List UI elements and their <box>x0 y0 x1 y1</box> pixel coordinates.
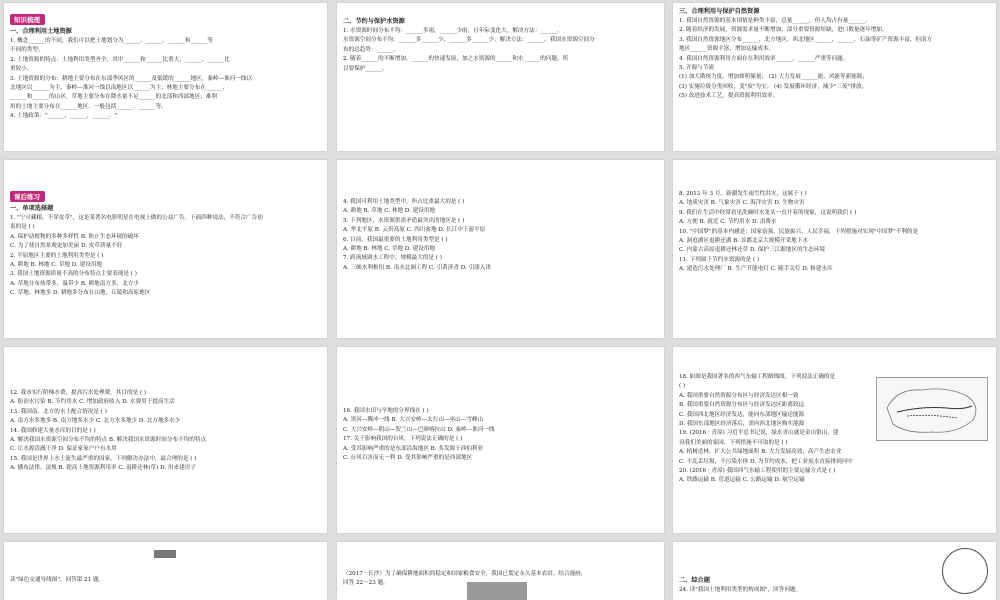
text-line: C. 草地、林地多 D. 耕地多分布在山地，丘陵和高原地区 <box>10 290 151 297</box>
text-line: 1. "宁可藏粮，不穿皮草"，这是某著名电影明星在电视上做的公益广告。下面四种说法，不符合广告初 <box>10 215 263 221</box>
text-line: （2017 · 长沙）为了确保耕地面积的稳定和国家粮食安全，我国已划定永久基本农田。结合漫画， <box>343 571 587 577</box>
text-line: (3) 实施垃圾分类回收，变"废"为宝； (4) 发展循环经济，减少"三废"排放； <box>679 83 868 90</box>
text-line: C. 内蒙古高原退耕还林还草 D. 保护三江源地区的生态环境 <box>679 247 825 254</box>
text-line: D. 我国东部地区经济落后，需向西北地区购买能源 <box>679 421 805 428</box>
text-line: 布的总趋势：______。 <box>343 46 399 53</box>
text-line: 1. 水资源时间分布不均：______多雨，______少雨，且年际变化大。解决方法：______。 <box>343 28 563 34</box>
section-heading: 一、合理利用土地资源 <box>10 28 72 35</box>
text-line: 回答 22～23 题。 <box>343 580 389 587</box>
text-line: 2. 土地资源的特点：土地利用类型齐全，其中______和______比重大，______、______比 <box>10 56 230 63</box>
slide-practice-questions-5[interactable] <box>337 347 664 533</box>
text-line: C. 我国西北地区经济发达，能向东部地区输送能源 <box>679 411 805 418</box>
text-line: 18. 如图是我国著名的西气东输工程路线图，下列说法正确的是 <box>679 374 836 380</box>
text-line: 读"绿色交通导线图"，回答第 21 题。 <box>10 577 105 583</box>
figure-thumbnail <box>154 550 176 558</box>
text-line: 4. 我国可利用土地类型中，所占比重最大的是 ( ) <box>343 199 465 205</box>
text-line: 8. 2013 年 3 月，新疆发生雨雪性洪灾，这属于 ( ) <box>679 191 807 197</box>
text-line: A. 保护动植物的多种多样性 B. 防止生态环境的破坏 <box>10 233 139 240</box>
text-line: 24. 读"我国土地利用类型的构成图"，回答问题。 <box>679 587 802 593</box>
text-line: A. 铁路运输 B. 管道运输 C. 公路运输 D. 航空运输 <box>679 477 805 484</box>
text-line: 4. 我国自然资源利用方面存在利用效率______，______严重等问题。 <box>679 55 849 62</box>
section-heading: 三、合理利用与保护自然资源 <box>679 8 760 15</box>
text-line: 重较小。 <box>10 66 33 73</box>
text-line: A. 受其影响严重的是东部沿海地区 B. 多发源于西伯利亚 <box>343 445 484 452</box>
text-line: 水资源空间分布不均：______多______少，______多______少。解决方法：______。我国水资源空间分 <box>343 37 595 44</box>
text-line: 地区______资源丰富，增加运输成本。 <box>679 46 775 53</box>
text-line: 5. 下列地区，水资源供需矛盾最突出的地区是 ( ) <box>343 217 465 224</box>
text-line: 2. 平原地区主要的土地利用类型是 ( ) <box>10 252 104 259</box>
slide-natural-resources[interactable] <box>673 3 996 151</box>
text-line: 用的土地主要分布在______地区，一般包括______、______等。 <box>10 103 167 110</box>
slide-comprehensive-questions[interactable] <box>673 542 996 600</box>
text-line: 19. (2016 · 青漳) 习近平总书记说，绿水青山就是金山银山。建 <box>679 430 839 437</box>
text-line: A. 方便 B. 就近 C. 节约用水 D. 浪费水 <box>679 219 777 226</box>
text-line: 5. 开源与节流 <box>679 65 715 72</box>
slide-practice-questions-8[interactable] <box>337 542 664 600</box>
text-line: 2. 随着______的不断增加，______的快速发展，加之水资源的______和水______的问题，所 <box>343 56 569 63</box>
section-heading: 一、单项选择题 <box>10 205 54 212</box>
text-line: (1) 加大勘探力度，增加探明储量； (2) 大力发展______能、风能等新能源； <box>679 74 868 81</box>
text-line: 12. 我市实行阶梯水费，提高污水处理费，其目的是 ( ) <box>10 390 147 396</box>
slide-practice-questions-4[interactable] <box>4 347 327 533</box>
text-line: (5) 改进技术工艺，提高资源利用效率。 <box>679 93 779 100</box>
text-line: 10. "中国梦"的基本内涵是：国家富强、民族振兴、人民幸福。下列措施对实现"中国梦"不利的是 <box>679 228 919 235</box>
slide-practice-questions-1[interactable] <box>4 160 327 338</box>
text-line: 14. 我国修建大量水库的目的是 ( ) <box>10 427 96 434</box>
text-line: 7. 跨流域调水工程中，规模最大的是 ( ) <box>343 255 442 262</box>
text-line: 15. 我国是世界上水土流失最严重的国家，下列解决办法中，最合理的是 ( ) <box>10 455 197 462</box>
text-line: A. 播布法律，法规 B. 提高土地资源利用率 C. 退耕还林(草) D. 用来建房子 <box>10 465 196 472</box>
text-line: A. 植树造林，扩大公共绿地面积 B. 大力发展高效，高产生态农业 <box>679 449 842 456</box>
text-line: 北地区以______为主，秦岭—淮河一线以南地区以______为主；林地主要分布在______、 <box>10 85 229 92</box>
text-line: A. 防治水污染 B. 节约用水 C. 增加政府收入 D. 水费用于提高生活 <box>10 399 175 406</box>
slide-practice-questions-7[interactable] <box>4 542 327 600</box>
text-line: 1. 概念______的不同，我们可以把土地划分为______、______、______和______等 <box>10 38 213 44</box>
text-line: 3. 土地资源的分布：耕地主要分布在东部季风区的______及低缓的______地区，秦岭—淮河一线以 <box>10 75 253 82</box>
slide-practice-questions-3[interactable] <box>673 160 996 338</box>
text-line: 9. 我们在生活中经常看见洗碗时水龙头一直开着的现象，这说明我们 ( ) <box>679 209 857 216</box>
text-line: 设我们美丽的家园，下列措施不可取的是 ( ) <box>679 439 788 446</box>
text-line: ( ) <box>679 383 686 390</box>
text-line: A. 三峡水利枢纽 B. 南水北调工程 C. 引黄济青 D. 引滦入津 <box>343 264 491 271</box>
text-line: 1. 我国自然资源的基本国情是种类丰富，总量______，但人均占有量______。 <box>679 18 871 24</box>
slide-practice-questions-2[interactable] <box>337 160 664 338</box>
section-banner: 课后练习 <box>10 191 45 202</box>
text-line: C. 不乱丢垃圾，不污染水体 D. 为节约成本，把工业废水直接排到河中 <box>679 458 853 465</box>
text-line: 13. 我国南、北方的水土配合情况是 ( ) <box>10 408 107 415</box>
text-line: A. 洞庭湖区退耕还湖 B. 首都北京大规模开采地下水 <box>679 238 808 245</box>
pie-chart-figure <box>942 548 988 594</box>
text-line: 6. 目前，我国最重要的土地利用类型是 ( ) <box>343 236 448 243</box>
text-line: 4. 土地政策："______，______，______。" <box>10 113 118 120</box>
text-line: B. 我国重要自然资源分布区与经济发达区距离较远 <box>679 402 805 409</box>
text-line: 3. 我国土地资源质量不高的分布特点主要表现是 ( ) <box>10 271 137 278</box>
cartoon-figure <box>467 582 527 600</box>
text-line: C. 大兴安岭—阴山—贺兰山—巴颜喀拉山 D. 秦岭—淮河一线 <box>343 426 495 433</box>
slide-water-resources[interactable] <box>337 3 664 151</box>
text-line: C. 让水源清澈干净 D. 保证家家户户有水用 <box>10 446 117 453</box>
text-line: 20. (2016 · 青漳) 我国西气东输工程使用的主要运输方式是 ( ) <box>679 468 836 475</box>
section-heading: 二、综合题 <box>679 577 710 584</box>
section-banner: 知识梳理 <box>10 14 45 25</box>
text-line: 3. 我国自然资源地区分布______，北方地区、西北地区______，______，石油等矿产资源丰富，但南方 <box>679 36 933 43</box>
section-heading: 二、节约与保护水资源 <box>343 18 405 25</box>
text-line: 17. 关于影响我国的台风，下列说法正确的是 ( ) <box>343 436 463 443</box>
pipeline-map-figure <box>876 377 988 441</box>
text-line: A. 解决我国水资源空间分布不均的特点 B. 解决我国水资源时间分布不均的特点 <box>10 437 207 444</box>
text-line: A. 建造污水处理厂 B. 生产节能电灯 C. 随手关灯 D. 修建水库 <box>679 266 833 273</box>
text-line: A. 华北平原 B. 云贵高原 C. 四川盆地 D. 长江中下游平原 <box>343 227 486 234</box>
text-line: 不同的类型。 <box>10 47 44 54</box>
text-line: C. 为了使自然景观更加美丽 D. 皮草质量不好 <box>10 243 123 250</box>
text-line: A. 我国重要自然资源分布区与经济发达区相一致 <box>679 392 799 399</box>
text-line: A. 耕地 B. 林地 C. 草地 D. 建设用地 <box>10 262 103 269</box>
text-line: A. 黑河—腾冲一线 B. 大兴安岭—太行山—巫山—雪峰山 <box>343 417 484 424</box>
text-line: A. 耕地 B. 林地 C. 草地 D. 建设用地 <box>343 246 436 253</box>
text-line: 16. 我国水田与旱地的分界线在 ( ) <box>343 408 429 414</box>
text-line: 以要保护______。 <box>343 65 388 72</box>
text-line: 11. 下列属于节约水资源的是 ( ) <box>679 256 760 263</box>
slide-knowledge-summary[interactable] <box>4 3 327 151</box>
slide-practice-questions-6[interactable] <box>673 347 996 533</box>
text-line: 2. 随着经济的发展，资源需求量不断增加，部分重要资源短缺，进口数量逐年增加。 <box>679 27 888 34</box>
text-line: A. 地质灾害 B. 气象灾害 C. 海洋灾害 D. 生物灾害 <box>679 200 805 207</box>
text-line: A. 南方水多地多 B. 南方地多水少 C. 北方水多地少 D. 北方地多水少 <box>10 418 181 425</box>
text-line: C. 台风百害而无一利 D. 受其影响严重的是西部地区 <box>343 455 473 462</box>
text-line: A. 草地分布热带多，温带少 B. 耕地南方多，北方少 <box>10 280 139 287</box>
text-line: ______和______的山区。草地主要分布在降水量不足______的北部和西部地区；难利 <box>10 94 217 101</box>
china-map-icon <box>877 378 987 440</box>
text-line: A. 耕地 B. 草地 C. 林地 D. 建设用地 <box>343 208 436 215</box>
text-line: 衷的是 ( ) <box>10 224 35 231</box>
